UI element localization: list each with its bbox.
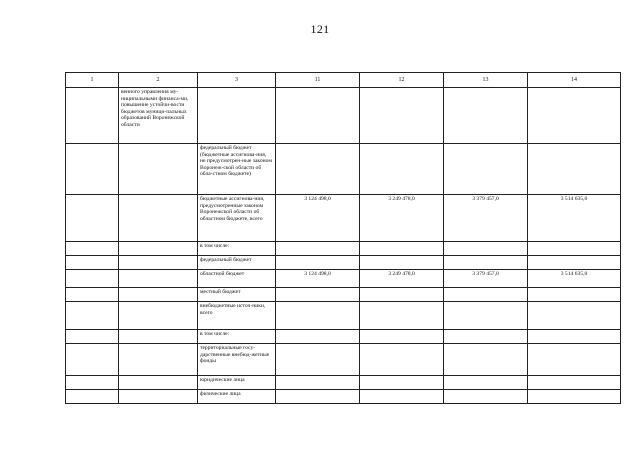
table-cell	[276, 288, 360, 302]
table-cell: 3 514 635,0	[528, 270, 621, 288]
table-cell: венного управления му-ниципальными финанса-ми, повышение устойчи-вости бюджетов муници-пальных образований Воронежской области	[119, 88, 198, 144]
table-cell: внебюджетные источ-ники, всего	[198, 302, 276, 330]
table-cell	[528, 390, 621, 404]
table-cell	[119, 144, 198, 195]
table-cell: 3 379 457,0	[444, 270, 528, 288]
table-cell	[119, 376, 198, 390]
table-cell	[360, 88, 444, 144]
table-cell	[119, 195, 198, 242]
table-cell	[444, 288, 528, 302]
table-cell	[276, 390, 360, 404]
table-cell	[119, 256, 198, 270]
table-row	[66, 344, 621, 376]
table-cell	[198, 88, 276, 144]
table-cell: 3 514 635,0	[528, 195, 621, 242]
table-cell	[276, 256, 360, 270]
table-cell	[119, 302, 198, 330]
table-cell: 3 124 498,0	[276, 270, 360, 288]
table-cell	[276, 376, 360, 390]
column-header: 11	[276, 73, 360, 88]
table-cell: в том числе:	[198, 242, 276, 256]
table-cell	[360, 144, 444, 195]
table-cell	[66, 88, 119, 144]
table-cell	[66, 376, 119, 390]
table-cell: федеральный бюджет (бюджетные ассигнова-ния, не предусмотрен-ные законом Воронеж-ской области об обла-стном бюджете)	[198, 144, 276, 195]
column-header: 14	[528, 73, 621, 88]
table-cell: 3 249 478,0	[360, 270, 444, 288]
table-cell	[528, 344, 621, 376]
table-cell	[119, 390, 198, 404]
table-row	[66, 242, 621, 256]
table-cell	[360, 344, 444, 376]
table-cell	[360, 256, 444, 270]
column-header: 13	[444, 73, 528, 88]
table-cell	[360, 288, 444, 302]
table-cell	[360, 376, 444, 390]
table-cell: местный бюджет	[198, 288, 276, 302]
table-cell	[66, 302, 119, 330]
table-row	[66, 270, 621, 288]
table-cell	[444, 376, 528, 390]
table-cell: в том числе:	[198, 330, 276, 344]
table-cell	[528, 302, 621, 330]
table-row	[66, 330, 621, 344]
table-cell: территориальные госу-дарственные внебюд-жетные фонды	[198, 344, 276, 376]
table-row	[66, 376, 621, 390]
table-row	[66, 88, 621, 144]
table-cell	[119, 270, 198, 288]
table-cell	[360, 302, 444, 330]
table-cell: 3 249 478,0	[360, 195, 444, 242]
table-cell	[276, 344, 360, 376]
table-cell	[360, 330, 444, 344]
table-cell	[119, 330, 198, 344]
table-cell	[528, 330, 621, 344]
table-row	[66, 390, 621, 404]
table-cell	[444, 88, 528, 144]
table-cell	[528, 288, 621, 302]
table-cell	[66, 256, 119, 270]
table-cell	[276, 302, 360, 330]
table-cell	[360, 242, 444, 256]
table-row	[66, 195, 621, 242]
table-cell	[66, 390, 119, 404]
table-row	[66, 302, 621, 330]
table-cell: 3 124 498,0	[276, 195, 360, 242]
table-cell	[66, 144, 119, 195]
table-cell	[66, 288, 119, 302]
table-cell	[119, 344, 198, 376]
table-cell	[444, 330, 528, 344]
table-cell	[66, 330, 119, 344]
table-row	[66, 144, 621, 195]
table-cell	[528, 88, 621, 144]
table-cell: бюджетные ассигнова-ния, предусмотренные законом Воронежской области об областном бюджете, всего	[198, 195, 276, 242]
budget-table	[65, 72, 621, 404]
table-cell	[66, 344, 119, 376]
table-cell	[66, 195, 119, 242]
table-cell	[360, 390, 444, 404]
table-cell	[528, 242, 621, 256]
table-cell: областной бюджет	[198, 270, 276, 288]
table-cell	[444, 390, 528, 404]
table-cell	[444, 144, 528, 195]
table-cell	[444, 344, 528, 376]
table-cell	[528, 144, 621, 195]
page-number: 121	[310, 22, 330, 36]
table-cell	[276, 242, 360, 256]
table-cell	[276, 144, 360, 195]
table-cell	[276, 330, 360, 344]
table-cell	[444, 256, 528, 270]
table-row	[66, 288, 621, 302]
table-cell	[528, 376, 621, 390]
table-cell: юридические лица	[198, 376, 276, 390]
table-cell	[66, 242, 119, 256]
table-cell	[528, 256, 621, 270]
column-header: 1	[66, 73, 119, 88]
table-cell: физические лица	[198, 390, 276, 404]
table-row	[66, 256, 621, 270]
table-cell	[119, 242, 198, 256]
column-header: 2	[119, 73, 198, 88]
table-cell: 3 379 457,0	[444, 195, 528, 242]
column-header: 3	[198, 73, 276, 88]
table-cell	[66, 270, 119, 288]
table-cell	[444, 302, 528, 330]
column-header: 12	[360, 73, 444, 88]
table-cell	[444, 242, 528, 256]
table-cell	[276, 88, 360, 144]
table-cell	[119, 288, 198, 302]
table-header-row	[66, 73, 621, 88]
table-cell: федеральный бюджет	[198, 256, 276, 270]
